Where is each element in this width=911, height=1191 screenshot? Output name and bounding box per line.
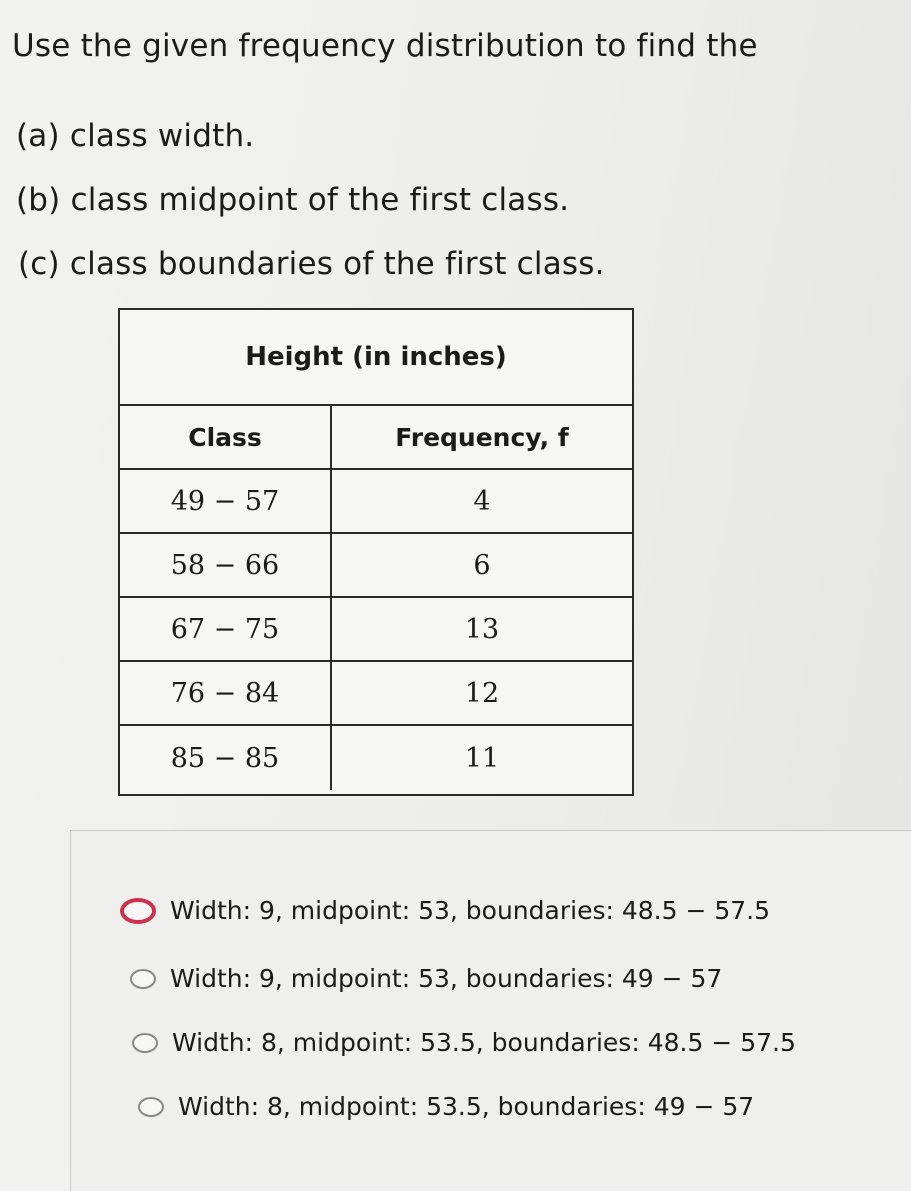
table-row <box>120 470 632 534</box>
answer-option-label: Width: 9, midpoint: 53, boundaries: 48.5 − 57.5 <box>170 896 771 925</box>
answer-option-label: Width: 8, midpoint: 53.5, boundaries: 49 − 57 <box>178 1092 755 1121</box>
frequency-cell: 12 <box>464 677 500 709</box>
table-row <box>120 662 632 726</box>
class-cell: 76 − 84 <box>120 662 332 724</box>
table-header-row <box>120 406 632 470</box>
radio-button[interactable] <box>132 1033 158 1053</box>
radio-button[interactable] <box>138 1097 164 1117</box>
answer-option-1[interactable] <box>120 896 770 925</box>
table-row <box>120 726 632 790</box>
class-cell: 49 − 57 <box>120 470 332 532</box>
class-cell: 85 − 85 <box>120 726 332 790</box>
frequency-cell: 4 <box>473 485 491 517</box>
question-intro: Use the given frequency distribution to find the <box>12 28 758 64</box>
frequency-cell: 13 <box>464 613 500 645</box>
table-row <box>120 598 632 662</box>
frequency-table <box>118 308 634 796</box>
answer-option-4[interactable] <box>138 1092 754 1121</box>
frequency-cell: 6 <box>473 549 491 581</box>
header-class: Class <box>120 406 332 468</box>
answer-option-3[interactable] <box>132 1028 796 1057</box>
answer-option-label: Width: 9, midpoint: 53, boundaries: 49 − 57 <box>170 964 723 993</box>
question-part-b: (b) class midpoint of the first class. <box>16 182 570 218</box>
class-cell: 58 − 66 <box>120 534 332 596</box>
radio-button[interactable] <box>130 969 156 989</box>
question-part-c: (c) class boundaries of the first class. <box>18 246 605 282</box>
header-frequency: Frequency, f <box>395 422 569 452</box>
radio-button-selected[interactable] <box>120 898 156 924</box>
table-row <box>120 534 632 598</box>
answer-panel <box>70 830 911 1191</box>
frequency-cell: 11 <box>464 742 500 774</box>
answer-option-label: Width: 8, midpoint: 53.5, boundaries: 48.5 − 57.5 <box>172 1028 796 1057</box>
answer-option-2[interactable] <box>130 964 722 993</box>
question-part-a: (a) class width. <box>16 118 255 154</box>
table-title: Height (in inches) <box>120 310 632 406</box>
class-cell: 67 − 75 <box>120 598 332 660</box>
